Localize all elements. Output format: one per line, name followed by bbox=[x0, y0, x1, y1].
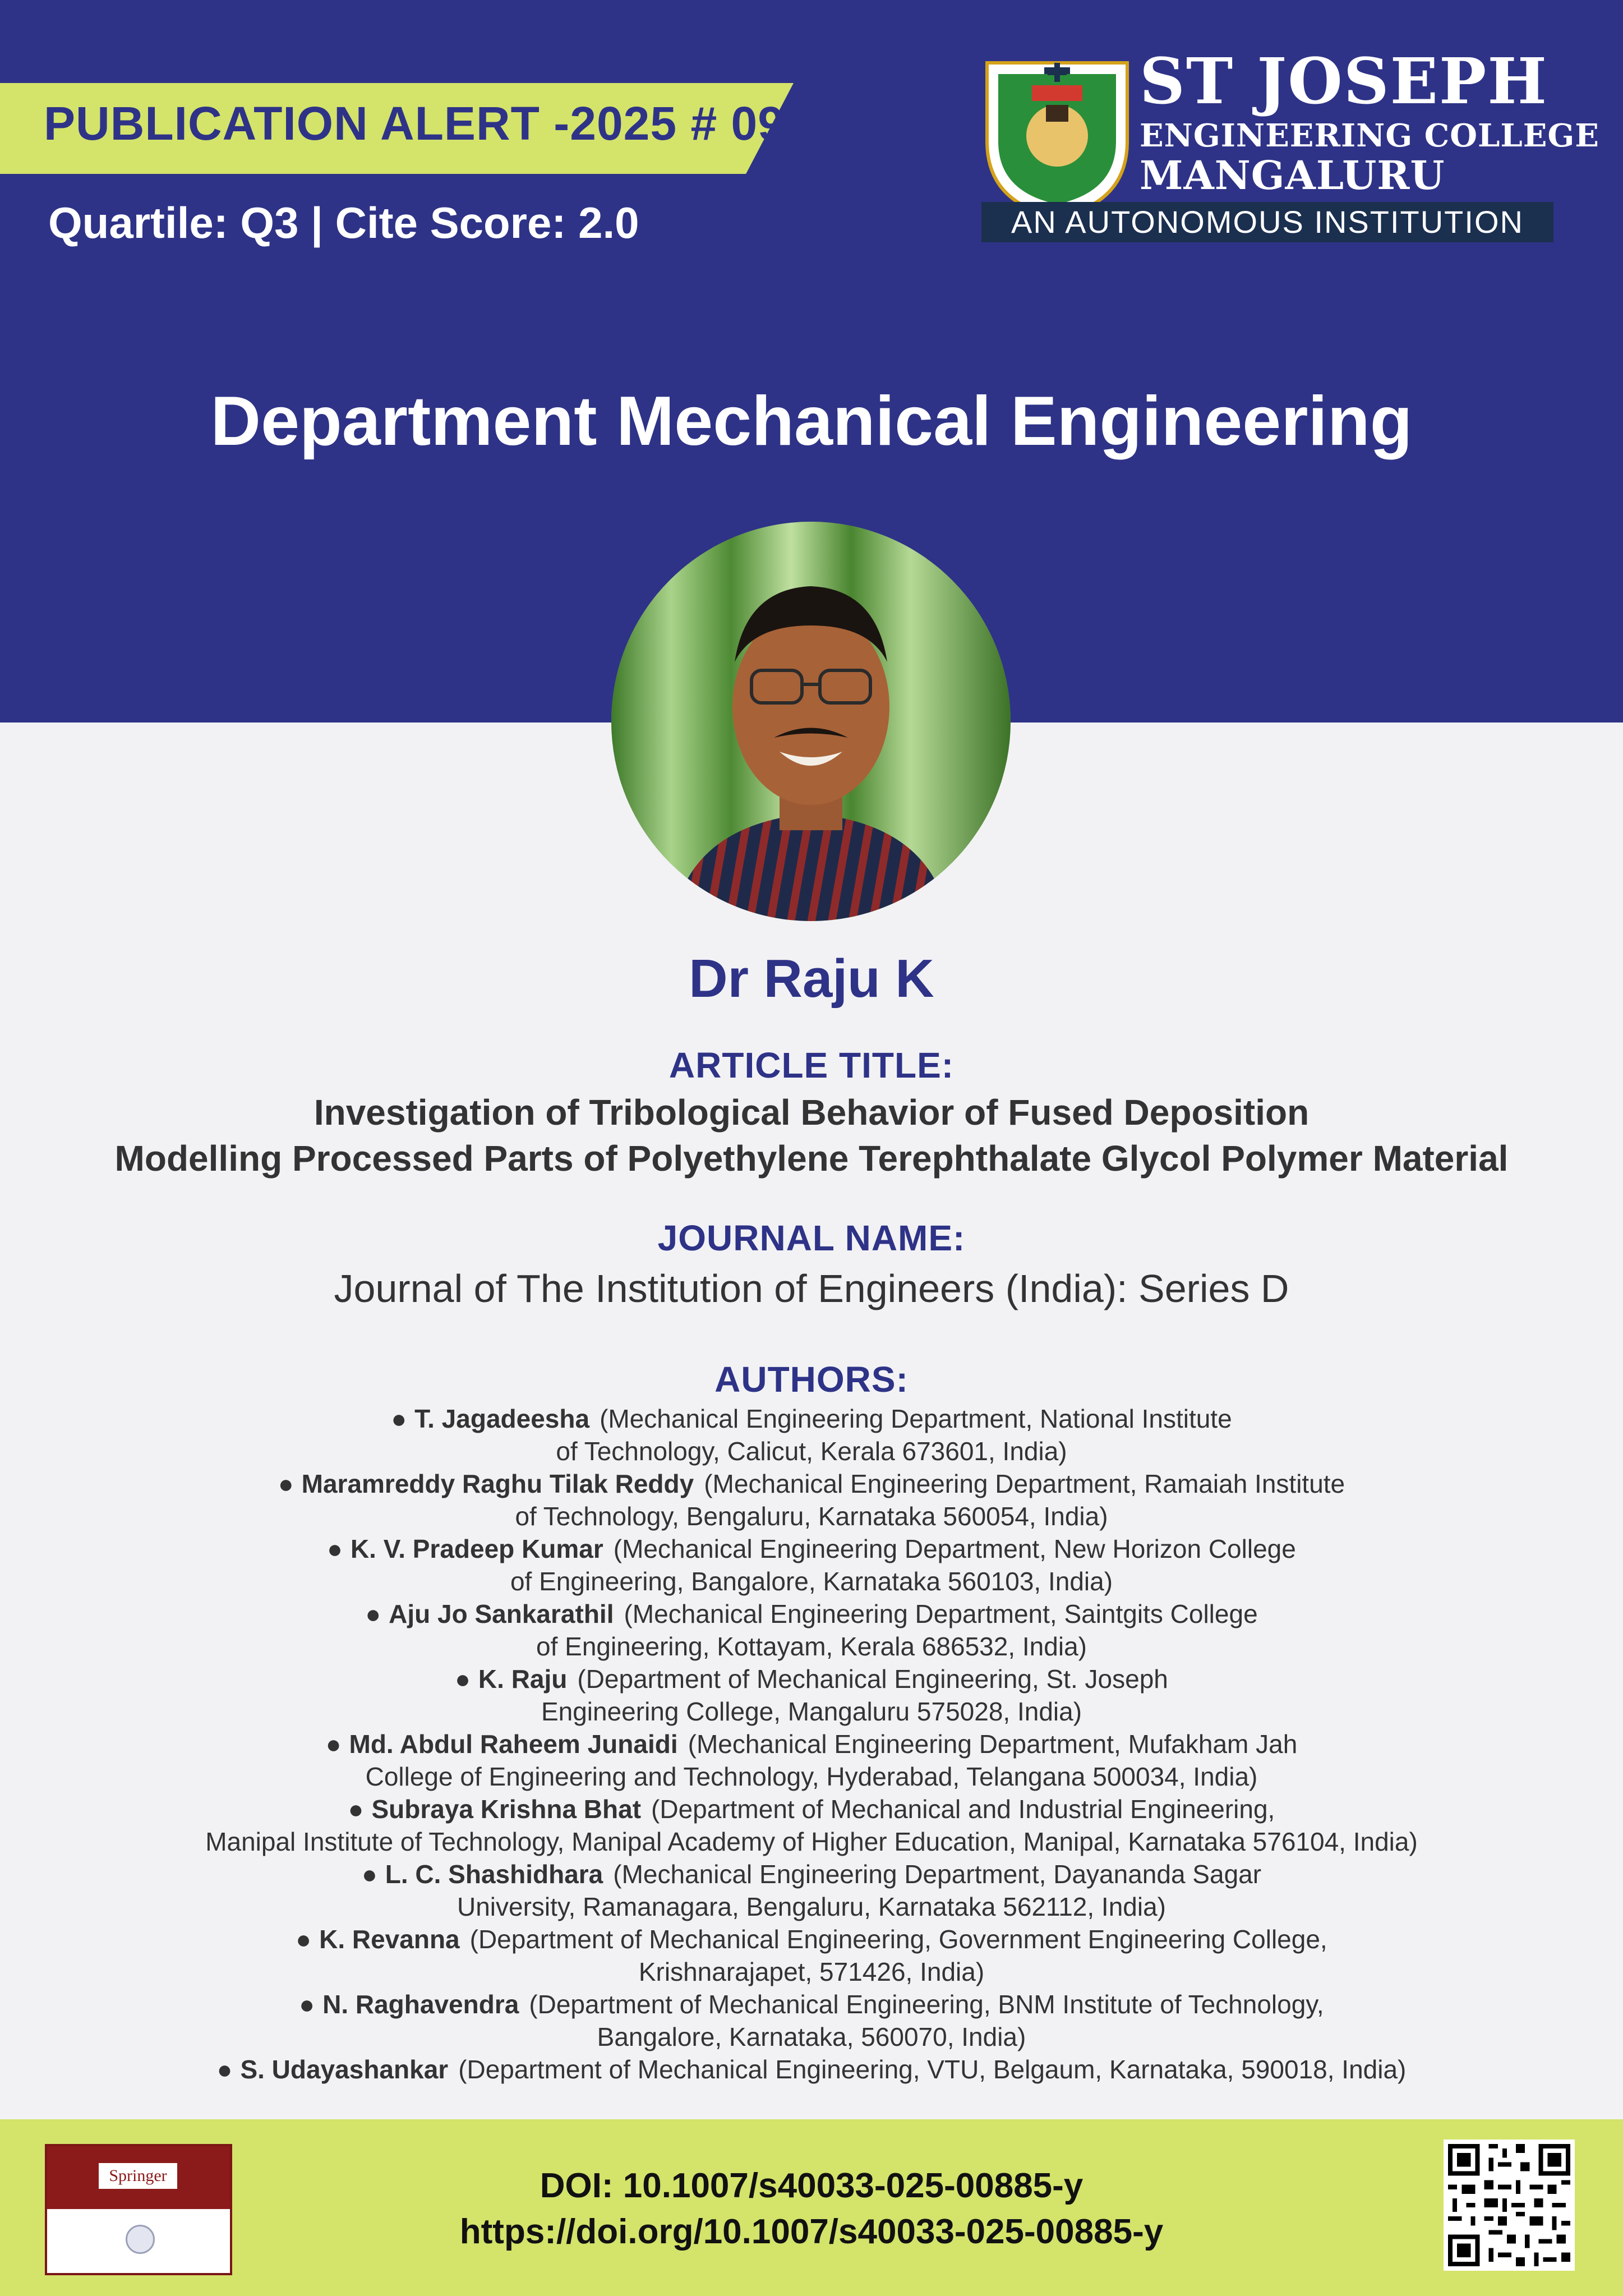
author-name: L. C. Shashidhara bbox=[385, 1860, 603, 1889]
author-affiliation: (Mechanical Engineering Department, Saintgits College bbox=[624, 1599, 1258, 1628]
author-affiliation: (Department of Mechanical Engineering, Government Engineering College, bbox=[469, 1925, 1327, 1954]
bullet-icon: ● bbox=[327, 1534, 343, 1563]
author-affiliation: (Mechanical Engineering Department, Mufakham Jah bbox=[688, 1729, 1298, 1759]
author-affiliation-cont: Manipal Institute of Technology, Manipal Academy of Higher Education, Manipal, Karnataka 576104, India) bbox=[205, 1827, 1418, 1856]
author-item bbox=[56, 1728, 1567, 1793]
author-affiliation-cont: of Engineering, Kottayam, Kerala 686532, India) bbox=[536, 1632, 1087, 1661]
college-name-line1: ST JOSEPH bbox=[1140, 45, 1548, 118]
author-item bbox=[56, 1467, 1567, 1533]
authors-list bbox=[56, 1402, 1567, 2086]
bullet-icon: ● bbox=[365, 1599, 381, 1628]
journal-name-label: JOURNAL NAME: bbox=[657, 1218, 966, 1258]
bullet-icon: ● bbox=[278, 1469, 294, 1498]
article-title-label: ARTICLE TITLE: bbox=[668, 1045, 955, 1085]
springer-logo: Springer bbox=[99, 2163, 177, 2189]
author-affiliation-cont: College of Engineering and Technology, Hyderabad, Telangana 500034, India) bbox=[365, 1762, 1258, 1791]
author-name: K. V. Pradeep Kumar bbox=[350, 1534, 603, 1563]
author-affiliation: (Department of Mechanical Engineering, VTU, Belgaum, Karnataka, 590018, India) bbox=[458, 2055, 1407, 2084]
author-name: K. Revanna bbox=[319, 1925, 460, 1954]
bullet-icon: ● bbox=[299, 1990, 315, 2019]
author-affiliation-cont: Engineering College, Mangaluru 575028, India) bbox=[541, 1697, 1082, 1726]
author-affiliation: (Mechanical Engineering Department, National Institute bbox=[600, 1404, 1232, 1433]
qr-code-icon[interactable] bbox=[1444, 2139, 1575, 2271]
college-name-line3: MANGALURU bbox=[1140, 152, 1445, 199]
authors-label: AUTHORS: bbox=[714, 1359, 909, 1400]
publication-alert-text: PUBLICATION ALERT -2025 # 09 bbox=[44, 97, 785, 150]
author-item bbox=[56, 1793, 1567, 1858]
author-item bbox=[56, 2053, 1567, 2086]
author-name: Subraya Krishna Bhat bbox=[371, 1795, 642, 1824]
bullet-icon: ● bbox=[455, 1664, 471, 1694]
author-name: K. Raju bbox=[478, 1664, 568, 1694]
college-emblem-icon bbox=[976, 52, 1138, 220]
author-item bbox=[56, 1923, 1567, 1988]
article-title-line1: Investigation of Tribological Behavior of Fused Deposition bbox=[313, 1092, 1310, 1133]
faculty-portrait bbox=[611, 522, 1011, 921]
author-affiliation-cont: of Engineering, Bangalore, Karnataka 560103, India) bbox=[510, 1567, 1113, 1596]
author-item bbox=[56, 1598, 1567, 1663]
doi-block bbox=[0, 2163, 1623, 2255]
autonomous-tagline: AN AUTONOMOUS INSTITUTION bbox=[981, 202, 1553, 242]
faculty-name: Dr Raju K bbox=[689, 949, 934, 1009]
author-affiliation: (Mechanical Engineering Department, Dayananda Sagar bbox=[613, 1860, 1262, 1889]
author-affiliation: (Mechanical Engineering Department, New Horizon College bbox=[613, 1534, 1296, 1563]
author-name: T. Jagadeesha bbox=[414, 1404, 590, 1433]
author-name: Aju Jo Sankarathil bbox=[389, 1599, 614, 1628]
journal-name: Journal of The Institution of Engineers (India): Series D bbox=[334, 1267, 1289, 1310]
author-affiliation-cont: Krishnarajapet, 571426, India) bbox=[638, 1957, 985, 1986]
author-item bbox=[56, 1663, 1567, 1728]
author-affiliation-cont: Bangalore, Karnataka, 560070, India) bbox=[597, 2022, 1026, 2051]
bullet-icon: ● bbox=[325, 1729, 342, 1759]
bullet-icon: ● bbox=[296, 1925, 312, 1954]
college-name bbox=[1140, 45, 1599, 199]
bullet-icon: ● bbox=[391, 1404, 407, 1433]
author-name: Md. Abdul Raheem Junaidi bbox=[349, 1729, 678, 1759]
doi-link[interactable]: https://doi.org/10.1007/s40033-025-00885-y bbox=[459, 2212, 1164, 2251]
article-title-line2: Modelling Processed Parts of Polyethylene Terephthalate Glycol Polymer Material bbox=[114, 1138, 1509, 1179]
author-affiliation: (Department of Mechanical and Industrial Engineering, bbox=[651, 1795, 1275, 1824]
department-title: Department Mechanical Engineering bbox=[210, 383, 1413, 460]
bullet-icon: ● bbox=[348, 1795, 364, 1824]
author-name: Maramreddy Raghu Tilak Reddy bbox=[301, 1469, 694, 1498]
portrait-image bbox=[611, 522, 1011, 921]
author-item bbox=[56, 1988, 1567, 2053]
bullet-icon: ● bbox=[361, 1860, 377, 1889]
college-name-line2: ENGINEERING COLLEGE bbox=[1140, 117, 1599, 154]
author-affiliation: (Department of Mechanical Engineering, St. Joseph bbox=[577, 1664, 1168, 1694]
author-item bbox=[56, 1402, 1567, 1467]
doi-text: DOI: 10.1007/s40033-025-00885-y bbox=[540, 2166, 1083, 2205]
author-name: N. Raghavendra bbox=[322, 1990, 519, 2019]
quartile-cite-score: Quartile: Q3 | Cite Score: 2.0 bbox=[48, 198, 639, 247]
author-affiliation-cont: University, Ramanagara, Bengaluru, Karnataka 562112, India) bbox=[457, 1892, 1166, 1921]
bullet-icon: ● bbox=[216, 2055, 233, 2084]
author-name: S. Udayashankar bbox=[240, 2055, 449, 2084]
article-title bbox=[0, 1089, 1623, 1181]
author-affiliation: (Department of Mechanical Engineering, BNM Institute of Technology, bbox=[529, 1990, 1324, 2019]
author-affiliation: (Mechanical Engineering Department, Ramaiah Institute bbox=[704, 1469, 1345, 1498]
author-affiliation-cont: of Technology, Bengaluru, Karnataka 560054, India) bbox=[515, 1502, 1108, 1531]
author-item bbox=[56, 1858, 1567, 1923]
author-affiliation-cont: of Technology, Calicut, Kerala 673601, India) bbox=[556, 1437, 1067, 1466]
author-item bbox=[56, 1533, 1567, 1598]
